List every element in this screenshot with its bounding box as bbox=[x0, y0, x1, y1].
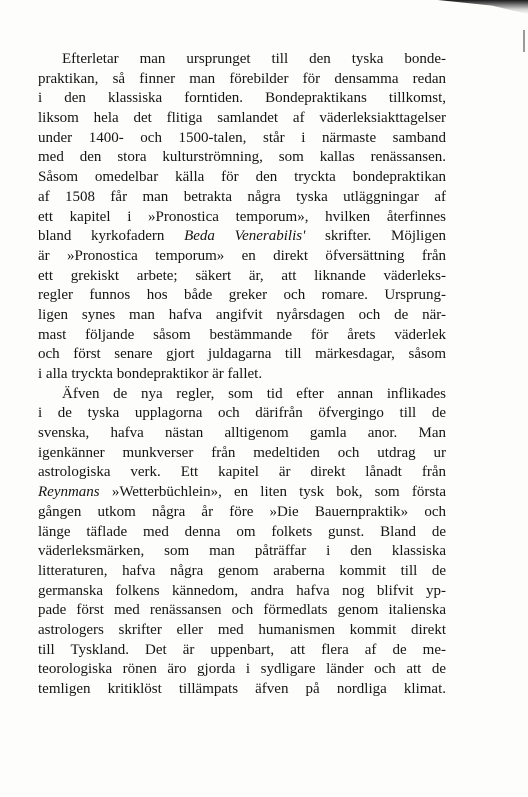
text-line: med den stora kulturströmning, som kallas renässansen. bbox=[38, 149, 446, 166]
text-line: ett grekiskt arbete; säkert är, att liknande väderleks- bbox=[38, 267, 446, 284]
text-line: länge täflade med denna om folkets gunst. Bland de bbox=[38, 523, 446, 540]
text-line: praktikan, så finner man förebilder för densamma redan bbox=[38, 70, 446, 87]
text-line: väderleksmärken, som man påträffar i den klassiska bbox=[38, 543, 446, 560]
text-line: temligen kritiklöst tillämpats äfven på nordliga klimat. bbox=[38, 681, 446, 697]
text-line: Äfven de nya regler, som tid efter annan inflikades bbox=[62, 385, 446, 402]
text-line: gången utkom några år före »Die Bauernpraktik» och bbox=[38, 503, 446, 520]
text-line: och först senare gjort juldagarna till märkesdagar, såsom bbox=[38, 346, 446, 363]
text-line: är »Pronostica temporum» en direkt öfversättning från bbox=[38, 247, 446, 264]
text-line: Såsom omedelbar källa för den tryckta bondepraktikan bbox=[38, 169, 446, 186]
body-text bbox=[38, 50, 446, 700]
text-line: astrologers skrifter eller med humanismen kommit direkt bbox=[38, 621, 446, 638]
text-line: i den klassiska forntiden. Bondepraktikans tillkomst, bbox=[38, 90, 446, 107]
text-line: ligen synes man hafva angifvit nyårsdagen och de när- bbox=[38, 306, 446, 323]
text-line: Efterletar man ursprunget till den tyska bonde- bbox=[62, 51, 446, 67]
text-line: bland kyrkofadern Beda Venerabilis' skrifter. Möjligen bbox=[38, 228, 446, 245]
text-line: ett kapitel i »Pronostica temporum», hvilken återfinnes bbox=[38, 208, 446, 225]
text-line: regler funnos hos både greker och romare. Ursprung- bbox=[38, 287, 446, 304]
text-line: mast följande såsom bestämmande för årets väderlek bbox=[38, 326, 446, 343]
text-line: i alla tryckta bondepraktikor är fallet. bbox=[38, 366, 263, 382]
text-line: teorologiska rönen äro gjorda i sydligare länder och att de bbox=[38, 661, 446, 678]
text-line: svenska, hafva nästan alltigenom gamla anor. Man bbox=[38, 425, 446, 442]
text-line: astrologiska verk. Ett kapitel är direkt lånadt från bbox=[38, 464, 446, 481]
text-line: till Tyskland. Det är uppenbart, att flera af de me- bbox=[38, 641, 446, 658]
text-line: germanska folkens kännedom, andra hafva nog blifvit yp- bbox=[38, 582, 446, 599]
text-line: litteraturen, hafva några genom araberna kommit till de bbox=[38, 562, 446, 579]
text-line: liksom hela det flitiga samlandet af väderleksiakttagelser bbox=[38, 110, 446, 127]
text-line: Reynmans »Wetterbüchlein», en liten tysk bok, som första bbox=[38, 484, 446, 501]
text-line: pade först med renässansen och förmedlats genom italienska bbox=[38, 602, 446, 619]
text-line: igenkänner munkverser från medeltiden och utdrag ur bbox=[38, 444, 446, 461]
text-line: af 1508 får man betrakta några tyska utläggningar af bbox=[38, 188, 446, 205]
page-corner-shadow bbox=[438, 0, 528, 14]
text-line: under 1400- och 1500-talen, står i närmaste samband bbox=[38, 129, 446, 146]
page-edge-mark bbox=[523, 30, 525, 52]
text-line: i de tyska upplagorna och därifrån öfvergingo till de bbox=[38, 405, 446, 422]
